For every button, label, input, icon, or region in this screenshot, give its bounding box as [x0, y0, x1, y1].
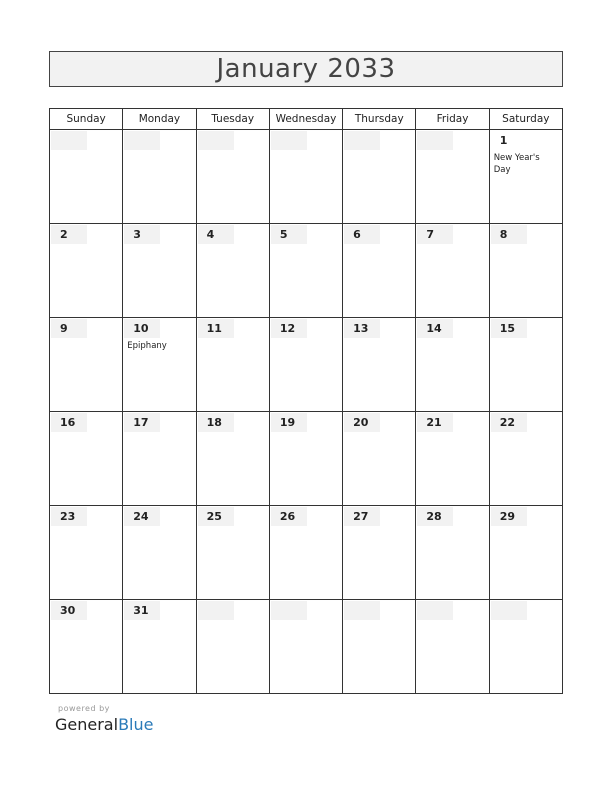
day-number: 20 — [344, 413, 380, 432]
day-cell — [416, 224, 489, 318]
week-row — [50, 600, 563, 694]
day-number: 29 — [491, 507, 527, 526]
day-cell — [123, 130, 196, 224]
day-number: 24 — [124, 507, 160, 526]
day-number: 13 — [344, 319, 380, 338]
day-cell — [269, 412, 342, 506]
day-cell — [343, 318, 416, 412]
day-number: 26 — [271, 507, 307, 526]
day-cell — [123, 506, 196, 600]
day-cell — [416, 506, 489, 600]
week-row — [50, 130, 563, 224]
day-number: 5 — [271, 225, 307, 244]
week-row — [50, 412, 563, 506]
weekday-header: Monday — [123, 109, 196, 130]
day-number: 10 — [124, 319, 160, 338]
day-cell — [343, 130, 416, 224]
day-number: 12 — [271, 319, 307, 338]
day-number: 19 — [271, 413, 307, 432]
day-number: 7 — [417, 225, 453, 244]
day-number — [417, 131, 453, 150]
brand-name-part2: Blue — [118, 715, 154, 734]
day-number — [271, 601, 307, 620]
weekday-header: Sunday — [50, 109, 123, 130]
day-cell — [416, 600, 489, 694]
day-number — [417, 601, 453, 620]
day-cell — [343, 412, 416, 506]
day-cell — [269, 130, 342, 224]
calendar-title: January 2033 — [216, 54, 396, 84]
day-cell — [123, 224, 196, 318]
day-cell — [196, 506, 269, 600]
day-cell — [489, 600, 562, 694]
day-cell — [50, 600, 123, 694]
day-number — [124, 131, 160, 150]
day-cell — [50, 506, 123, 600]
day-number: 4 — [198, 225, 234, 244]
day-cell — [343, 224, 416, 318]
holiday-label: Epiphany — [127, 341, 167, 351]
day-number: 16 — [51, 413, 87, 432]
calendar-title-box — [49, 51, 563, 87]
day-cell — [489, 412, 562, 506]
day-number: 1 — [491, 131, 527, 150]
day-number: 14 — [417, 319, 453, 338]
day-number: 21 — [417, 413, 453, 432]
brand-logo — [55, 715, 153, 734]
day-number: 28 — [417, 507, 453, 526]
weekday-header: Saturday — [489, 109, 562, 130]
day-number: 17 — [124, 413, 160, 432]
day-number: 2 — [51, 225, 87, 244]
day-number: 22 — [491, 413, 527, 432]
day-number — [344, 601, 380, 620]
day-cell — [50, 130, 123, 224]
day-number — [271, 131, 307, 150]
day-cell — [489, 318, 562, 412]
day-cell — [343, 600, 416, 694]
day-number — [198, 131, 234, 150]
day-number: 9 — [51, 319, 87, 338]
weekday-header: Wednesday — [269, 109, 342, 130]
day-cell — [50, 224, 123, 318]
day-number — [51, 131, 87, 150]
day-number: 25 — [198, 507, 234, 526]
day-cell — [489, 130, 562, 224]
weekday-header: Thursday — [343, 109, 416, 130]
day-number: 3 — [124, 225, 160, 244]
day-cell — [123, 412, 196, 506]
day-number: 23 — [51, 507, 87, 526]
day-number: 15 — [491, 319, 527, 338]
day-cell — [50, 318, 123, 412]
day-cell — [196, 318, 269, 412]
day-number — [344, 131, 380, 150]
brand-name-part1: General — [55, 715, 119, 734]
day-cell — [416, 318, 489, 412]
day-number — [491, 601, 527, 620]
weekday-header-row — [50, 109, 563, 130]
day-number: 8 — [491, 225, 527, 244]
day-cell — [196, 412, 269, 506]
day-cell — [50, 412, 123, 506]
day-number: 6 — [344, 225, 380, 244]
day-cell — [269, 224, 342, 318]
week-row — [50, 318, 563, 412]
weekday-header: Friday — [416, 109, 489, 130]
day-cell — [196, 224, 269, 318]
day-cell — [489, 224, 562, 318]
day-number: 31 — [124, 601, 160, 620]
day-cell — [123, 318, 196, 412]
day-cell — [489, 506, 562, 600]
day-cell — [269, 600, 342, 694]
day-cell — [416, 412, 489, 506]
day-cell — [269, 318, 342, 412]
day-cell — [196, 130, 269, 224]
day-number: 18 — [198, 413, 234, 432]
weekday-header: Tuesday — [196, 109, 269, 130]
day-number — [198, 601, 234, 620]
day-cell — [196, 600, 269, 694]
holiday-label: New Year's Day — [493, 153, 540, 175]
day-number: 11 — [198, 319, 234, 338]
day-cell — [416, 130, 489, 224]
calendar-grid — [49, 108, 563, 694]
powered-by-text: powered by — [58, 704, 110, 713]
week-row — [50, 224, 563, 318]
day-number: 30 — [51, 601, 87, 620]
week-row — [50, 506, 563, 600]
day-cell — [343, 506, 416, 600]
day-cell — [123, 600, 196, 694]
day-cell — [269, 506, 342, 600]
day-number: 27 — [344, 507, 380, 526]
